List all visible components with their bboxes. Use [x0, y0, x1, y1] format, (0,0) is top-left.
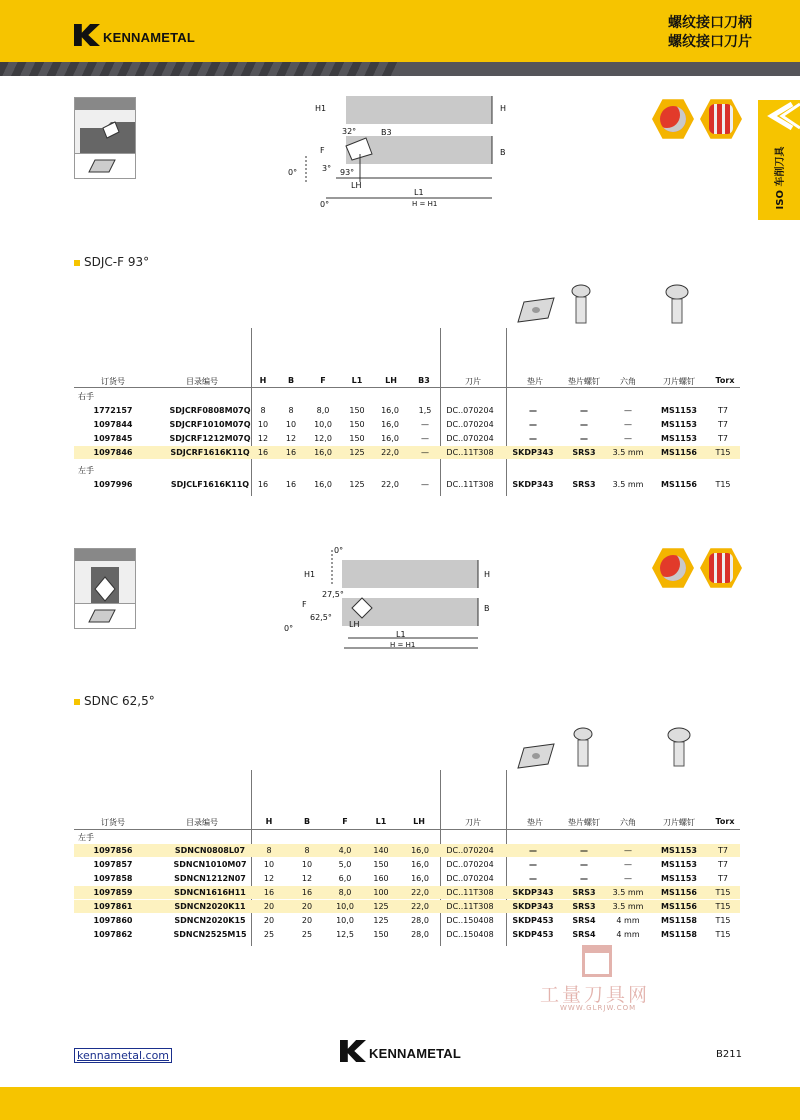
cell-shim: SKDP343	[512, 448, 554, 457]
label-0b: 0°	[284, 624, 294, 633]
label-lh: LH	[351, 181, 362, 190]
cell-screw: MS1158	[661, 930, 697, 939]
cell-b: 12	[285, 434, 297, 443]
cell-order: 1097860	[93, 916, 133, 925]
cell-hex: —	[624, 874, 632, 883]
cell-b: 12	[301, 874, 313, 883]
cell-hex: —	[624, 406, 632, 415]
col-torx: Torx	[715, 376, 735, 385]
col-insert: 刀片	[465, 377, 481, 386]
shim-screw-icon	[572, 727, 594, 769]
col-insert: 刀片	[465, 818, 481, 827]
cell-cat: SDNCN2020K15	[174, 916, 246, 925]
col-b3: B3	[418, 376, 430, 385]
insert-screw-icon	[664, 284, 690, 326]
cell-b: 20	[301, 916, 313, 925]
cell-b: 8	[288, 406, 294, 415]
cell-shim: SKDP343	[512, 902, 554, 911]
cell-torx: T7	[718, 434, 728, 443]
thread-machining-icon	[700, 547, 742, 589]
cell-l1: 150	[373, 930, 389, 939]
cell-shim-screw: SRS3	[572, 480, 596, 489]
kennametal-logo-icon	[340, 1040, 366, 1062]
divider	[74, 829, 740, 830]
cell-f: 16,0	[314, 480, 332, 489]
cell-screw: MS1156	[661, 902, 697, 911]
cell-shim: —	[529, 406, 537, 415]
cell-b: 25	[301, 930, 313, 939]
cell-b: 16	[285, 448, 297, 457]
cell-l1: 150	[349, 420, 365, 429]
cell-torx: T15	[715, 930, 731, 939]
cell-hex: 4 mm	[616, 930, 640, 939]
cell-shim: SKDP343	[512, 480, 554, 489]
cell-hex: —	[624, 846, 632, 855]
cell-cat: SDNCN2020K11	[174, 902, 246, 911]
cell-h: 12	[263, 874, 275, 883]
cell-shim-screw: —	[580, 434, 588, 443]
header-title-line1: 螺纹接口刀柄	[668, 15, 752, 31]
cell-shim: SKDP343	[512, 888, 554, 897]
insert-thumbnail	[74, 153, 136, 179]
cell-lh: 28,0	[411, 930, 429, 939]
col-f: F	[320, 376, 326, 385]
cell-h: 25	[263, 930, 275, 939]
label-h1: H1	[315, 104, 327, 113]
col-order: 订货号	[101, 818, 125, 827]
col-hex: 六角	[620, 818, 636, 827]
col-b: B	[287, 376, 295, 385]
label-l1: L1	[396, 630, 406, 639]
cell-shim: —	[529, 846, 537, 855]
cell-insert: DC..070204	[446, 420, 494, 429]
label-93: 93°	[340, 168, 355, 177]
cell-cat: SDNCN2525M15	[173, 930, 247, 939]
cell-hex: 4 mm	[616, 916, 640, 925]
label-h1: H1	[304, 570, 316, 579]
cell-f: 12,0	[314, 434, 332, 443]
col-h: H	[265, 817, 273, 826]
cell-order: 1097856	[93, 846, 133, 855]
table-row	[74, 404, 740, 417]
label-h: H	[500, 104, 507, 113]
cell-b: 20	[301, 902, 313, 911]
cell-h: 12	[257, 434, 269, 443]
table-row	[74, 858, 740, 871]
cell-f: 8,0	[338, 888, 352, 897]
page-number: B211	[716, 1049, 742, 1060]
cell-l1: 160	[373, 874, 389, 883]
material-steel-icon	[652, 98, 694, 140]
cell-insert: DC..11T308	[446, 480, 494, 489]
col-hex: 六角	[620, 377, 636, 386]
label-h-h1: H = H1	[412, 200, 438, 208]
cell-cat: SDJCRF1616K11Q	[170, 448, 250, 457]
col-lh: LH	[413, 817, 425, 826]
group-left-hand: 左手	[78, 466, 94, 475]
cell-b: 10	[285, 420, 297, 429]
cell-b: 8	[304, 846, 310, 855]
cell-shim: —	[529, 434, 537, 443]
col-insert-screw: 刀片螺钉	[663, 818, 695, 827]
cell-torx: T15	[715, 888, 731, 897]
thread-machining-icon	[700, 98, 742, 140]
cell-screw: MS1156	[661, 480, 697, 489]
group-left-hand: 左手	[78, 833, 94, 842]
col-b: B	[303, 817, 311, 826]
table-row	[74, 914, 740, 927]
shim-icon	[514, 742, 558, 770]
col-shim-screw: 垫片螺钉	[568, 377, 600, 386]
cell-b3: —	[421, 448, 429, 457]
cell-h: 10	[263, 860, 275, 869]
cell-insert: DC..070204	[446, 406, 494, 415]
cell-cat: SDJCLF1616K11Q	[170, 480, 250, 489]
cell-torx: T15	[715, 902, 731, 911]
cell-f: 4,0	[338, 846, 352, 855]
section2-title: SDNC 62,5°	[74, 694, 155, 708]
cell-insert: DC..070204	[446, 874, 494, 883]
cell-screw: MS1158	[661, 916, 697, 925]
cell-l1: 150	[349, 434, 365, 443]
cell-torx: T15	[715, 480, 731, 489]
cell-f: 10,0	[336, 916, 354, 925]
cell-shim: SKDP453	[512, 930, 554, 939]
cell-order: 1097846	[93, 448, 133, 457]
cell-f: 5,0	[338, 860, 352, 869]
cell-shim: —	[529, 420, 537, 429]
cell-torx: T7	[718, 846, 728, 855]
cell-b3: —	[421, 434, 429, 443]
cell-order: 1097845	[93, 434, 133, 443]
cell-f: 16,0	[314, 448, 332, 457]
header-brand: KENNAMETAL	[103, 30, 196, 45]
cell-shim: —	[529, 874, 537, 883]
cell-h: 20	[263, 902, 275, 911]
cell-insert: DC..150408	[446, 916, 494, 925]
cell-screw: MS1153	[661, 874, 697, 883]
cell-f: 10,0	[336, 902, 354, 911]
section1-title: SDJC-F 93°	[74, 255, 149, 269]
col-insert-screw: 刀片螺钉	[663, 377, 695, 386]
cell-screw: MS1153	[661, 406, 697, 415]
cell-h: 16	[257, 480, 269, 489]
cell-h: 10	[257, 420, 269, 429]
cell-cat: SDNCN1010M07	[173, 860, 247, 869]
table-row	[74, 418, 740, 431]
cell-insert: DC..070204	[446, 434, 494, 443]
cell-shim-screw: —	[580, 874, 588, 883]
cell-lh: 16,0	[381, 406, 399, 415]
label-27-5: 27,5°	[322, 590, 344, 599]
cell-hex: —	[624, 860, 632, 869]
cell-lh: 16,0	[411, 846, 429, 855]
cell-f: 10,0	[314, 420, 332, 429]
shim-screw-icon	[570, 284, 592, 326]
cell-f: 6,0	[338, 874, 352, 883]
col-shim: 垫片	[527, 818, 543, 827]
cell-order: 1097859	[93, 888, 133, 897]
col-catalog: 目录编号	[186, 818, 218, 827]
cell-l1: 125	[349, 480, 365, 489]
cell-insert: DC..11T308	[446, 902, 494, 911]
cell-insert: DC..150408	[446, 930, 494, 939]
table-row	[74, 446, 740, 459]
insert-thumbnail	[74, 603, 136, 629]
cell-shim-screw: —	[580, 846, 588, 855]
cell-lh: 22,0	[381, 448, 399, 457]
cell-cat: SDNCN0808L07	[174, 846, 246, 855]
cell-screw: MS1153	[661, 860, 697, 869]
footer-band	[0, 1087, 800, 1120]
cell-insert: DC..11T308	[446, 888, 494, 897]
col-torx: Torx	[715, 817, 735, 826]
label-32: 32°	[342, 127, 357, 136]
cell-hex: 3.5 mm	[612, 480, 644, 489]
cell-l1: 125	[373, 916, 389, 925]
cell-lh: 16,0	[411, 860, 429, 869]
insert-screw-icon	[666, 727, 692, 769]
cell-f: 12,5	[336, 930, 354, 939]
cell-hex: 3.5 mm	[612, 902, 644, 911]
col-l1: L1	[351, 376, 363, 385]
cell-cat: SDJCRF0808M07Q	[169, 406, 251, 415]
cell-torx: T7	[718, 860, 728, 869]
table-row	[74, 844, 740, 857]
cell-insert: DC..070204	[446, 846, 494, 855]
cell-lh: 28,0	[411, 916, 429, 925]
cell-torx: T15	[715, 916, 731, 925]
cell-torx: T7	[718, 420, 728, 429]
label-b: B	[500, 148, 506, 157]
label-0b: 0°	[320, 200, 330, 209]
material-steel-icon	[652, 547, 694, 589]
cell-hex: —	[624, 434, 632, 443]
label-3: 3°	[322, 164, 332, 173]
cell-l1: 140	[373, 846, 389, 855]
label-h-h1: H = H1	[390, 641, 416, 649]
cell-h: 16	[257, 448, 269, 457]
cell-lh: 22,0	[411, 888, 429, 897]
cell-order: 1097861	[93, 902, 133, 911]
sdnc-toolholder-diagram	[288, 546, 491, 656]
kennametal-link[interactable]: kennametal.com	[74, 1048, 172, 1063]
col-shim-screw: 垫片螺钉	[568, 818, 600, 827]
table-row	[74, 900, 740, 913]
cell-l1: 100	[373, 888, 389, 897]
cell-cat: SDJCRF1212M07Q	[169, 434, 251, 443]
label-l1: L1	[414, 188, 424, 197]
cell-l1: 125	[373, 902, 389, 911]
cell-shim-screw: SRS3	[572, 902, 596, 911]
cell-b: 10	[301, 860, 313, 869]
cell-lh: 22,0	[411, 902, 429, 911]
cell-shim: SKDP453	[512, 916, 554, 925]
cell-insert: DC..11T308	[446, 448, 494, 457]
cell-lh: 22,0	[381, 480, 399, 489]
watermark-text: 工量刀具网	[540, 984, 651, 1006]
header-stripe	[0, 62, 400, 76]
cell-order: 1097857	[93, 860, 133, 869]
cell-shim-screw: SRS4	[572, 930, 596, 939]
cell-lh: 16,0	[411, 874, 429, 883]
label-f: F	[302, 600, 307, 609]
cell-insert: DC..070204	[446, 860, 494, 869]
watermark-url: WWW.GLRJW.COM	[560, 1004, 637, 1012]
label-f: F	[320, 146, 325, 155]
cell-b: 16	[301, 888, 313, 897]
cell-screw: MS1153	[661, 434, 697, 443]
cell-h: 20	[263, 916, 275, 925]
label-lh: LH	[349, 620, 360, 629]
cell-shim-screw: —	[580, 420, 588, 429]
col-f: F	[342, 817, 348, 826]
cell-h: 16	[263, 888, 275, 897]
group-right-hand: 右手	[78, 392, 94, 401]
cell-cat: SDNCN1616H11	[174, 888, 246, 897]
cell-b3: —	[421, 480, 429, 489]
cell-cat: SDJCRF1010M07Q	[169, 420, 251, 429]
table-row	[74, 886, 740, 899]
cell-order: 1772157	[93, 406, 133, 415]
header-title-line2: 螺纹接口刀片	[668, 34, 752, 50]
cell-screw: MS1156	[661, 448, 697, 457]
cell-shim-screw: SRS3	[572, 888, 596, 897]
cell-l1: 125	[349, 448, 365, 457]
cell-shim-screw: SRS4	[572, 916, 596, 925]
cell-shim: —	[529, 860, 537, 869]
cell-shim-screw: —	[580, 860, 588, 869]
cell-cat: SDNCN1212N07	[174, 874, 246, 883]
cell-l1: 150	[373, 860, 389, 869]
cell-hex: 3.5 mm	[612, 888, 644, 897]
cell-hex: 3.5 mm	[612, 448, 644, 457]
cell-b3: 1,5	[418, 406, 432, 415]
cell-torx: T7	[718, 406, 728, 415]
watermark-logo-icon	[582, 945, 612, 977]
label-62-5: 62,5°	[310, 613, 332, 622]
cell-hex: —	[624, 420, 632, 429]
cell-order: 1097844	[93, 420, 133, 429]
label-b: B	[484, 604, 490, 613]
table-row	[74, 872, 740, 885]
cell-lh: 16,0	[381, 420, 399, 429]
label-h: H	[484, 570, 491, 579]
cell-order: 1097858	[93, 874, 133, 883]
col-catalog: 目录编号	[186, 377, 218, 386]
cell-torx: T7	[718, 874, 728, 883]
table-row	[74, 478, 740, 491]
col-order: 订货号	[101, 377, 125, 386]
cell-order: 1097862	[93, 930, 133, 939]
cell-screw: MS1153	[661, 420, 697, 429]
cell-shim-screw: —	[580, 406, 588, 415]
cell-lh: 16,0	[381, 434, 399, 443]
cell-b: 16	[285, 480, 297, 489]
col-h: H	[259, 376, 267, 385]
label-0: 0°	[334, 546, 344, 555]
label-0: 0°	[288, 168, 298, 177]
cell-screw: MS1156	[661, 888, 697, 897]
col-shim: 垫片	[527, 377, 543, 386]
cell-h: 8	[260, 406, 266, 415]
cell-torx: T15	[715, 448, 731, 457]
footer-brand: KENNAMETAL	[369, 1046, 462, 1061]
label-b3: B3	[381, 128, 392, 137]
cell-order: 1097996	[93, 480, 133, 489]
table-row	[74, 928, 740, 941]
col-l1: L1	[375, 817, 387, 826]
shim-icon	[514, 296, 558, 324]
cell-screw: MS1153	[661, 846, 697, 855]
side-tab-label: ISO 车削刀具	[774, 146, 786, 210]
cell-h: 8	[266, 846, 272, 855]
cell-f: 8,0	[316, 406, 330, 415]
cell-l1: 150	[349, 406, 365, 415]
col-lh: LH	[385, 376, 397, 385]
table-row	[74, 432, 740, 445]
divider	[74, 387, 740, 388]
cell-shim-screw: SRS3	[572, 448, 596, 457]
cell-b3: —	[421, 420, 429, 429]
chevron-left-icon	[760, 100, 800, 132]
